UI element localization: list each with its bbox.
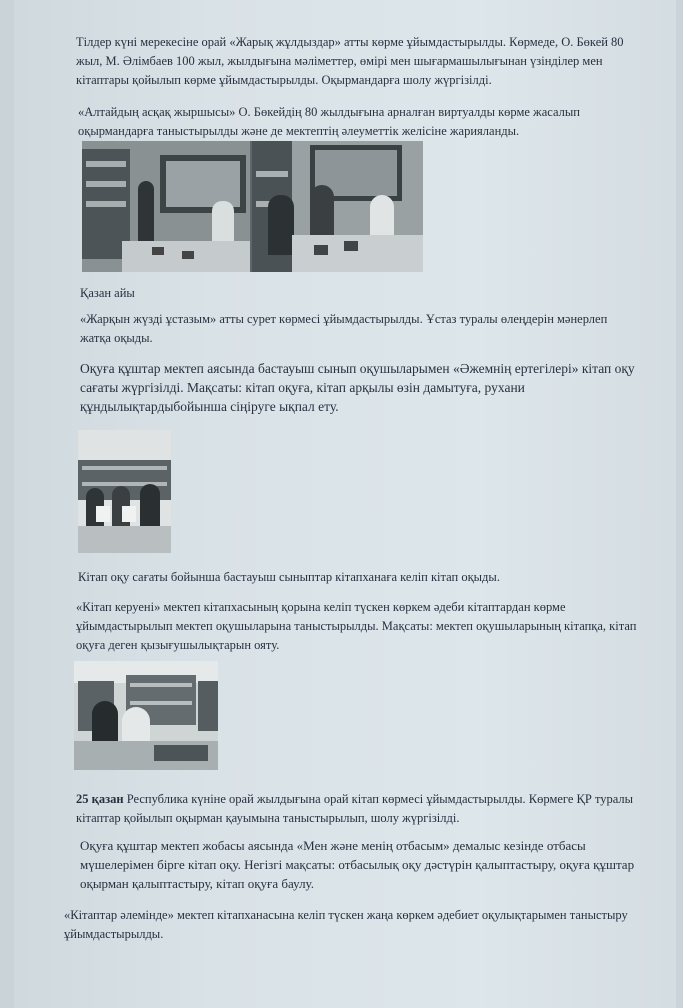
paragraph-teacher-exhibition: «Жарқын жүзді ұстазым» атты сурет көрмесі ұйымдастырылды. Ұстаз туралы өлеңдерін мәнерлеп жатқа оқыды. bbox=[80, 312, 608, 345]
paragraph-virtual-exhibition: «Алтайдың асқақ жыршысы» О. Бөкейдің 80 жылдығына арналған виртуалды көрме жасалып оқырмандарға таныстырылды және де мектептің әлеуметтік желісіне жарияланды. bbox=[78, 105, 580, 138]
paragraph-republic-day bbox=[76, 790, 642, 828]
paragraph-grandmother-tales: Оқуға құштар мектеп аясында бастауыш сынып оқушыларымен «Әжемнің ертегілері» кітап оқу сағаты жүргізілді. Мақсаты: кітап оқуға, кітап арқылы өзін дамытуға, рухани құндылықтардыбойынша сіңіруге ықпал ету. bbox=[80, 361, 635, 414]
date-label: 25 қазан bbox=[76, 792, 124, 806]
paragraph-book-caravan: «Кітап керуені» мектеп кітапхасының қорына келіп түскен көркем әдеби кітаптардан көрме ұйымдастырылып мектеп оқушыларына таныстырылды. Мақсаты: мектеп оқушыларының кітапқа, кітап оқуға деген қызығушылықтарын ояту. bbox=[76, 600, 637, 652]
paragraph-library-visit: Кітап оқу сағаты бойынша бастауыш сыныптар кітапханаға келіп кітап оқыды. bbox=[78, 570, 500, 584]
book-caravan-photo bbox=[74, 661, 218, 770]
exhibition-photo bbox=[82, 141, 423, 272]
month-heading: Қазан айы bbox=[80, 286, 135, 300]
paragraph-world-of-books: «Кітаптар әлемінде» мектеп кітапханасына келіп түскен жаңа көркем әдебиет оқулықтарымен таныстыру ұйымдастырылды. bbox=[64, 908, 628, 941]
republic-day-text: Республика күніне орай жылдығына орай кітап көрмесі ұйымдастырылды. Көрмеге ҚР туралы кітаптар қойылып оқырман қауымына таныстырылып, шолу жүргізілді. bbox=[76, 792, 634, 825]
paragraph-family-reading: Оқуға құштар мектеп жобасы аясында «Мен және менің отбасым» демалыс кезінде отбасы мүшелерімен бірге кітап оқу. Негізгі мақсаты: отбасылық оқу дәстүрін қалыптастыру, оқуға құштар оқырман қалыптастыру, кітап оқуға баулу. bbox=[80, 838, 635, 891]
reading-hour-photo bbox=[78, 430, 171, 553]
paragraph-languages-day: Тілдер күні мерекесіне орай «Жарық жұлдыздар» атты көрме ұйымдастырылды. Көрмеде, О. Бөкей 80 жыл, М. Әлімбаев 100 жыл, жылдығына мәліметтер, өмірі мен шығармашылығынан үзінділер мен кітаптары қойылып көрме ұйымдастырылды. Оқырмандарға шолу жүргізілді. bbox=[76, 35, 624, 87]
